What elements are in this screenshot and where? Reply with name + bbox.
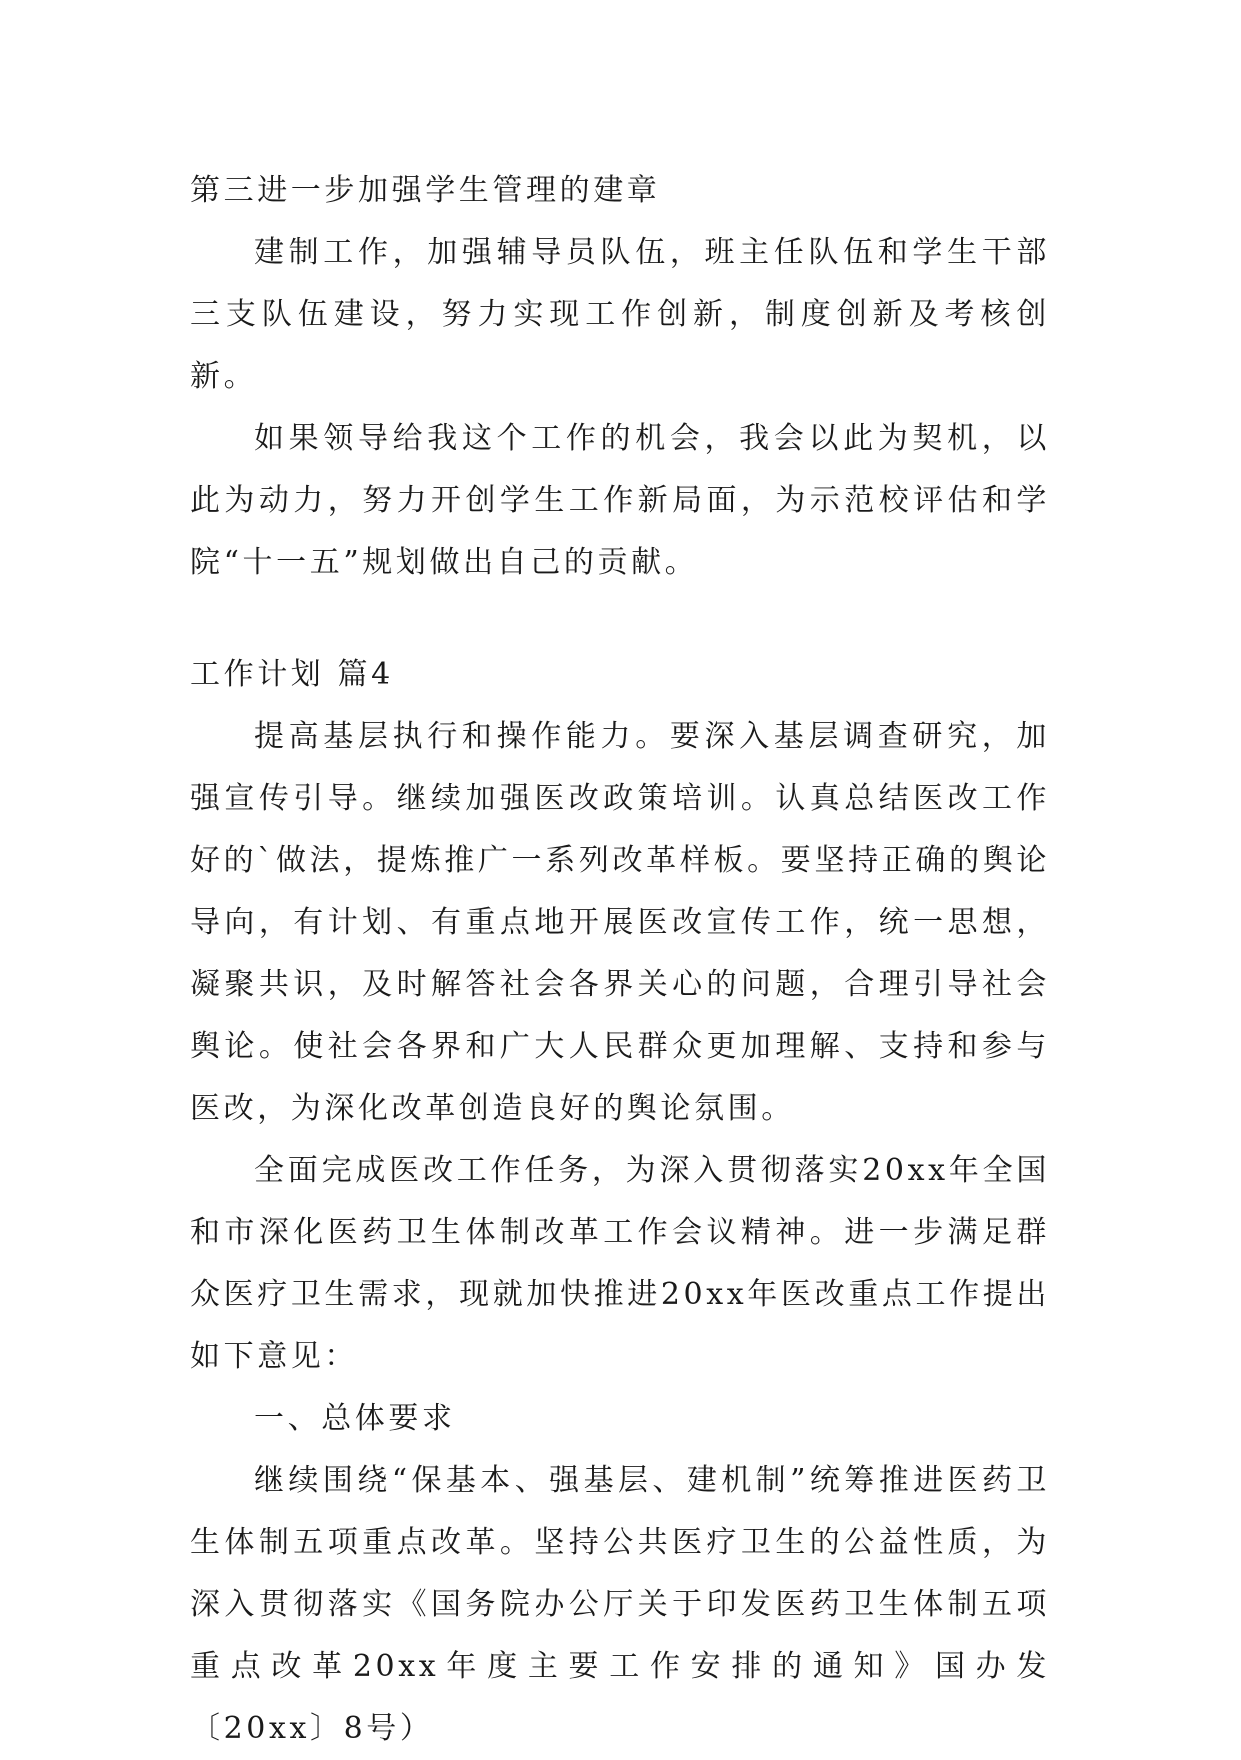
body-paragraph: 全面完成医改工作任务，为深入贯彻落实20xx年全国和市深化医药卫生体制改革工作会议精神。进一步满足群众医疗卫生需求，现就加快推进20xx年医改重点工作提出如下意见： xyxy=(190,1153,1050,1374)
body-paragraph: 如果领导给我这个工作的机会，我会以此为契机，以此为动力，努力开创学生工作新局面，为示范校评估和学院“十一五”规划做出自己的贡献。 xyxy=(190,421,1050,580)
document-body xyxy=(190,160,1050,1760)
subheading-paragraph: 一、总体要求 xyxy=(254,1401,456,1436)
body-paragraph: 建制工作，加强辅导员队伍，班主任队伍和学生干部三支队伍建设，努力实现工作创新，制度创新及考核创新。 xyxy=(190,235,1050,394)
section-heading: 工作计划 篇4 xyxy=(190,657,394,692)
body-paragraph: 继续围绕“保基本、强基层、建机制”统筹推进医药卫生体制五项重点改革。坚持公共医疗卫生的公益性质，为深入贯彻落实《国务院办公厅关于印发医药卫生体制五项重点改革20xx年度主要工作安排的通知》国办发〔20xx〕8号） xyxy=(190,1463,1050,1746)
body-paragraph: 提高基层执行和操作能力。要深入基层调查研究，加强宣传引导。继续加强医改政策培训。认真总结医改工作好的`做法，提炼推广一系列改革样板。要坚持正确的舆论导向，有计划、有重点地开展医改宣传工作，统一思想，凝聚共识，及时解答社会各界关心的问题，合理引导社会舆论。使社会各界和广大人民群众更加理解、支持和参与医改，为深化改革创造良好的舆论氛围。 xyxy=(190,719,1050,1126)
section-heading: 第三进一步加强学生管理的建章 xyxy=(190,173,661,208)
